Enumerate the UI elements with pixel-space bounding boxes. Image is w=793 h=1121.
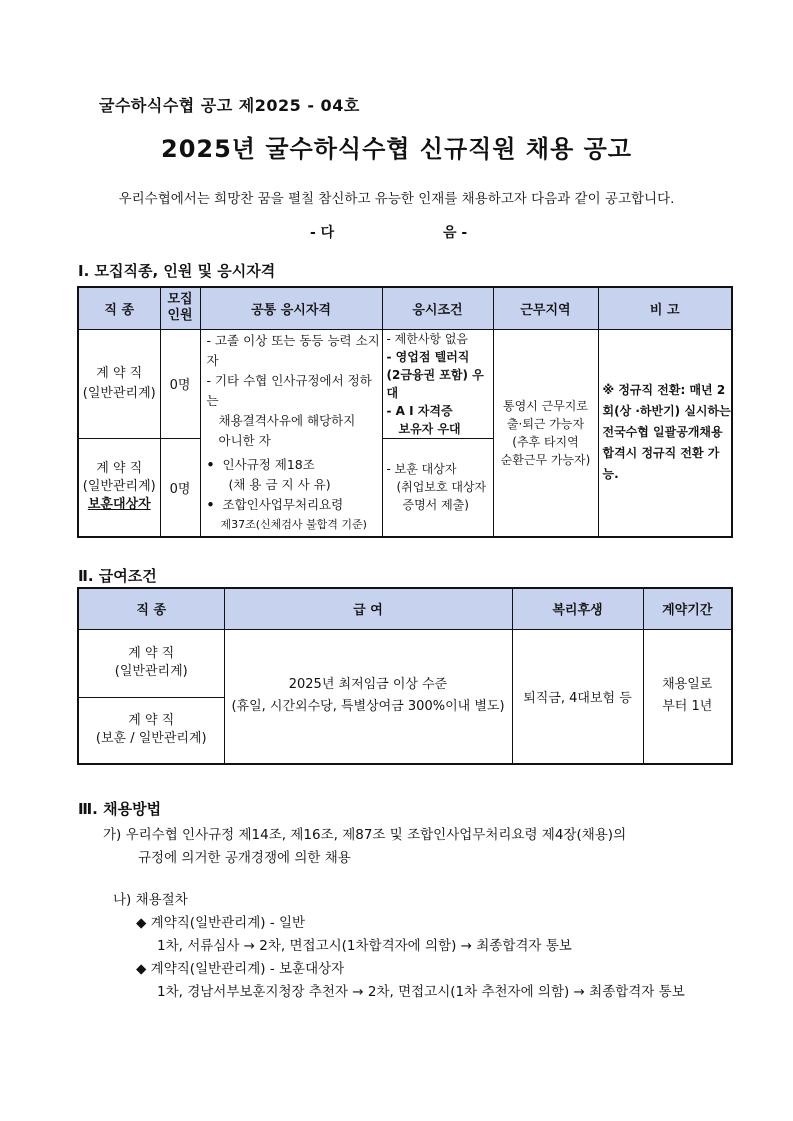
col-header-region: 근무지역 xyxy=(493,287,598,329)
notice-number: 굴수하식수협 공고 제2025 - 04호 xyxy=(99,96,360,115)
procedure2-title: ◆ 계약직(일반관리계) - 보훈대상자 xyxy=(136,961,345,977)
col-header-job: 직 종 xyxy=(78,588,224,629)
method-a-line2: 규정에 의거한 공개경쟁에 의한 채용 xyxy=(138,850,351,866)
section2-heading: Ⅱ. 급여조건 xyxy=(78,567,157,585)
method-b: 나) 채용절차 xyxy=(113,892,188,908)
da-label: - 다 xyxy=(310,225,335,241)
intro-text: 우리수협에서는 희망찬 꿈을 펼칠 참신하고 유능한 인재를 채용하고자 다음과 같이 공고합니다. xyxy=(118,191,675,207)
salary-row2-job: 계 약 직 (보훈 / 일반관리계) xyxy=(78,697,224,764)
salary-value: 2025년 최저임금 이상 수준 (휴일, 시간외수당, 특별상여금 300%이내 별도) xyxy=(224,629,512,764)
row2-condition: - 보훈 대상자 (취업보호 대상자 증명서 제출) xyxy=(382,438,493,537)
col-header-period: 계약기간 xyxy=(643,588,732,629)
row1-count: 0명 xyxy=(160,329,200,438)
procedure2-steps: 1차, 경남서부보훈지청장 추천자 → 2차, 면접고시(1차 추천자에 의함) → 최종합격자 통보 xyxy=(157,984,685,1000)
row1-condition: - 제한사항 없음 - 영업점 텔러직 (2금융권 포함) 우대 - A I 자격증 보유자 우대 xyxy=(382,329,493,438)
col-header-salary: 급 여 xyxy=(224,588,512,629)
page-title: 2025년 굴수하식수협 신규직원 채용 공고 xyxy=(161,135,632,163)
recruitment-table xyxy=(77,286,733,538)
col-header-count: 모집 인원 xyxy=(160,287,200,329)
work-region: 통영시 근무지로 출·퇴근 가능자 (추후 타지역 순환근무 가능자) xyxy=(493,329,598,537)
row1-job: 계 약 직 (일반관리계) xyxy=(78,329,160,438)
method-a-line1: 가) 우리수협 인사규정 제14조, 제16조, 제87조 및 조합인사업무처리요령 제4장(채용)의 xyxy=(103,827,627,843)
col-header-condition: 응시조건 xyxy=(382,287,493,329)
col-header-remark: 비 고 xyxy=(598,287,732,329)
section3-heading: Ⅲ. 채용방법 xyxy=(78,800,162,818)
procedure1-steps: 1차, 서류심사 → 2차, 면접고시(1차합격자에 의함) → 최종합격자 통보 xyxy=(157,938,572,954)
col-header-welfare: 복리후생 xyxy=(512,588,643,629)
row2-job: 계 약 직 (일반관리계) 보훈대상자 xyxy=(78,438,160,537)
section1-heading: Ⅰ. 모집직종, 인원 및 응시자격 xyxy=(78,262,276,280)
row2-count: 0명 xyxy=(160,438,200,537)
procedure1-title: ◆ 계약직(일반관리계) - 일반 xyxy=(136,915,306,931)
welfare-value: 퇴직금, 4대보험 등 xyxy=(512,629,643,764)
col-header-common: 공통 응시자격 xyxy=(200,287,382,329)
salary-row1-job: 계 약 직 (일반관리계) xyxy=(78,629,224,697)
salary-table xyxy=(77,587,733,765)
remark: ※ 정규직 전환: 매년 2 회(상 ·하반기) 실시하는 전국수협 일괄공개채용 합격시 정규직 전환 가능. xyxy=(598,329,732,537)
eum-label: 음 - xyxy=(443,225,468,241)
common-qualification: - 고졸 이상 또는 동등 능력 소지자 - 기타 수협 인사규정에서 정하는 채용결격사유에 해당하지 아니한 자 • 인사규정 제18조 (채 용 금 지 사 유) • 조합인사업무처리요령 제37조(신체검사 불합격 기준) xyxy=(200,329,382,537)
contract-period: 채용일로 부터 1년 xyxy=(643,629,732,764)
col-header-job: 직 종 xyxy=(78,287,160,329)
